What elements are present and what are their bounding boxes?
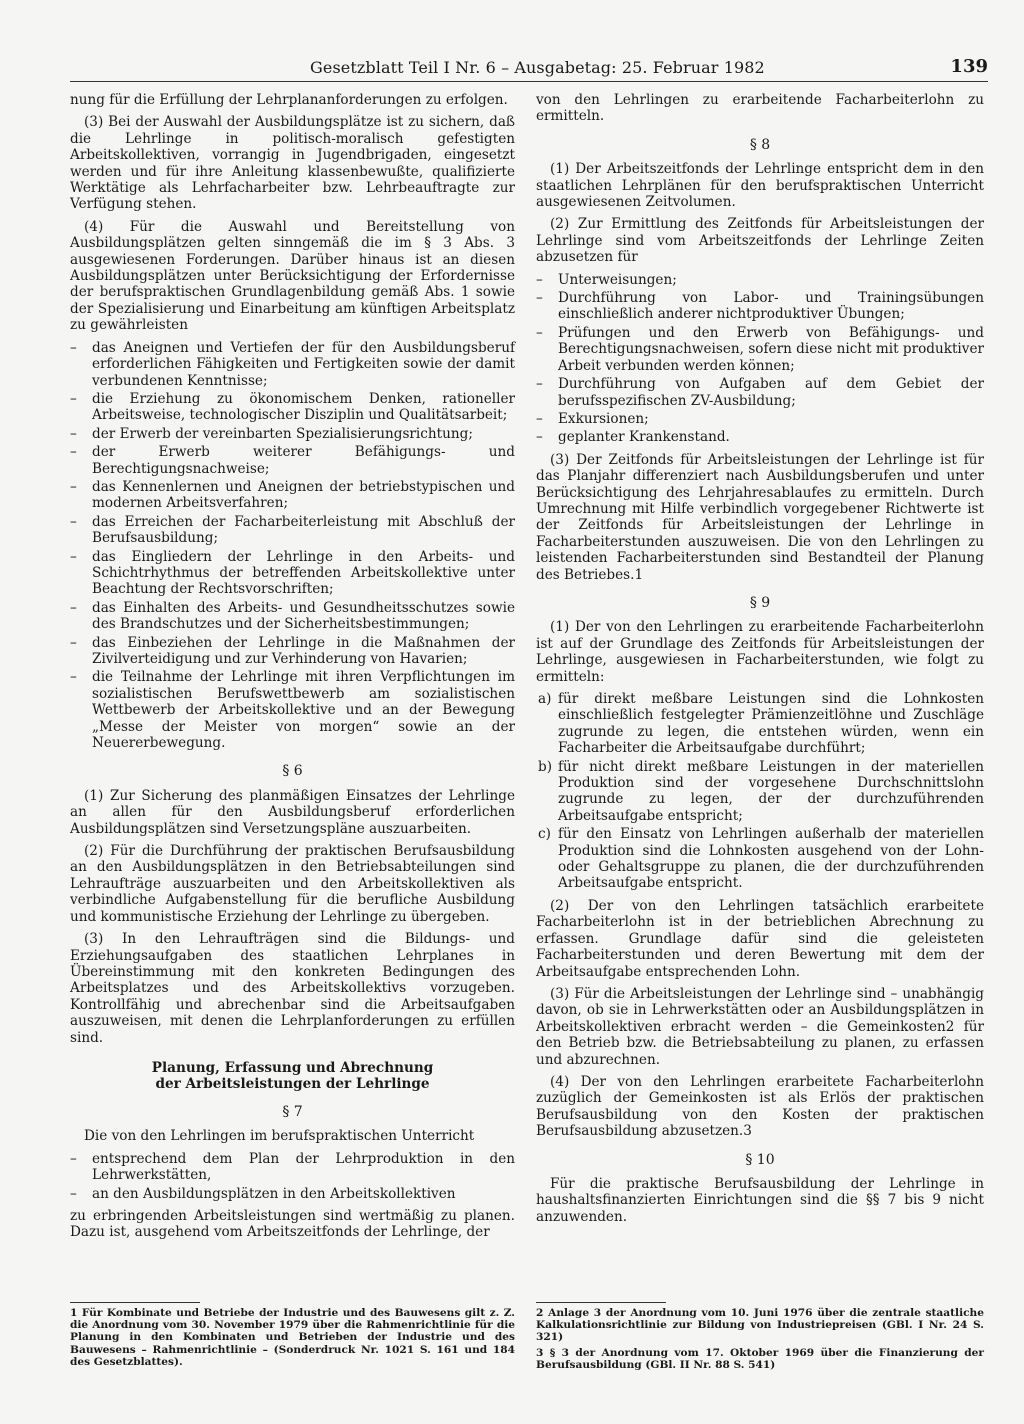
list-item: – das Erreichen der Facharbeiterleistung mit Abschluß der Berufsausbildung; [70,514,515,547]
calculation-list [536,691,984,892]
list-item: – die Erziehung zu ökonomischem Denken, rationeller Arbeitsweise, technologischer Disziplin und Qualitätsarbeit; [70,391,515,424]
list-item: – geplanter Krankenstand. [536,429,984,445]
section-10-heading: § 10 [745,1151,775,1168]
chapter-heading-line-1: Planung, Erfassung und Abrechnung [151,1059,434,1076]
section-6-heading: § 6 [282,763,303,780]
list-item: – das Aneignen und Vertiefen der für den Ausbildungsberuf erforderlichen Fähigkeiten und Fertigkeiten sowie der damit verbundenen Kenntnisse; [70,340,515,389]
paragraph: (2) Für die Durchführung der praktischen Berufsausbildung an den Ausbildungsplätzen in den Betriebsabteilungen sind Lehraufträge auszuarbeiten und den Arbeitskollektiven als verbindliche Aufgabenstellung für die berufliche Ausbildung und kommunistische Erziehung der Lehrlinge zu übergeben. [70,843,515,925]
footnote-3: 3 § 3 der Anordnung vom 17. Oktober 1969 über die Finanzierung der Berufsausbildung (GBl. II Nr. 88 S. 541) [536,1346,984,1371]
chapter-heading-line-2: der Arbeitsleistungen der Lehrlinge [155,1075,430,1092]
paragraph: (3) Für die Arbeitsleistungen der Lehrlinge sind – unabhängig davon, ob sie in Lehrwerkstätten oder an Ausbildungsplätzen in Arbeitskollektiven erbracht werden – die Gemeinkosten2 für den Betrieb bzw. die Betriebsabteilung zu planen, zu erfassen und abzurechnen. [536,985,984,1068]
requirement-list [70,340,515,752]
list-label: a) [538,691,552,707]
deduction-list [536,272,984,446]
paragraph: (4) Für die Auswahl und Bereitstellung von Ausbildungsplätzen gelten sinngemäß die im § 3 Abs. 3 ausgewiesenen Forderungen. Darüber hinaus ist an diesen Ausbildungsplätzen unter Berücksichtigung der Erfordernisse der berufspraktischen Grundlagenbildung gemäß Abs. 1 sowie der Spezialisierung und Einarbeitung am künftigen Arbeitsplatz zu gewährleisten [70,218,515,334]
section-9-heading: § 9 [749,594,771,611]
footnote-2: 2 Anlage 3 der Anordnung vom 10. Juni 1976 über die zentrale staatliche Kalkulationsrichtlinie zur Bildung von Industriepreisen (GBl. I Nr. 24 S. 321) [536,1307,984,1344]
paragraph: (3) Bei der Auswahl der Ausbildungsplätze ist zu sichern, daß die Lehrlinge in politisch-moralisch gefestigten Arbeitskollektiven, vorrangig in Jugendbrigaden, eingesetzt werden und für ihre Anleitung klassenbewußte, qualifizierte Werktätige als Lehrfacharbeiter bzw. Lehrbeauftragte zur Verfügung stehen. [70,114,515,213]
list-item [536,826,984,892]
section-7-heading: § 7 [282,1103,303,1120]
list-item [536,691,984,757]
paragraph: (1) Der von den Lehrlingen zu erarbeitende Facharbeiterlohn ist auf der Grundlage des Zeitfonds für Arbeitsleistungen der Lehrlinge, ausgewiesen in Facharbeiterstunden, wie folgt zu ermitteln: [536,619,984,685]
list-item: – Unterweisungen; [536,272,984,288]
section-8-heading: § 8 [749,136,771,153]
footnote-1: 1 Für Kombinate und Betriebe der Industrie und des Bauwesens gilt z. Z. die Anordnung vom 30. November 1979 über die Rahmenrichtlinie für die Planung in den Kombinaten und Betrieben der Industrie und des Bauwesens – Rahmenrichtlinie – (Sonderdruck Nr. 1021 S. 161 und 184 des Gesetzblattes). [70,1307,515,1368]
paragraph: von den Lehrlingen zu erarbeitende Facharbeiterlohn zu ermitteln. [536,92,984,125]
footnotes-left [70,1294,515,1371]
paragraph: (2) Der von den Lehrlingen tatsächlich erarbeitete Facharbeiterlohn ist in der betrieblichen Abrechnung zu erfassen. Grundlage dafür sind die geleisteten Facharbeiterstunden und deren Bewertung mit dem der Arbeitsaufgabe entsprechenden Lohn. [536,897,984,980]
paragraph: (4) Der von den Lehrlingen erarbeitete Facharbeiterlohn zuzüglich der Gemeinkosten ist als Erlös der praktischen Berufsausbildung von den Kosten der praktischen Berufsausbildung abzusetzen.3 [536,1073,984,1140]
list-item: – Prüfungen und den Erwerb von Befähigungs- und Berechtigungsnachweisen, sofern diese nicht mit produktiver Arbeit verbunden werden können; [536,325,984,374]
list-item: – das Einbeziehen der Lehrlinge in die Maßnahmen der Zivilverteidigung und zur Verhinderung von Havarien; [70,635,515,668]
list-item: – entsprechend dem Plan der Lehrproduktion in den Lehrwerkstätten, [70,1151,515,1184]
list-label: c) [538,826,551,843]
list-text: für den Einsatz von Lehrlingen außerhalb der materiellen Produktion sind die Lohnkosten ausgehend von der Lohn- oder Gehaltsgruppe zu planen, die der durchzuführenden Arbeitsaufgabe entspricht. [558,826,984,892]
header-rule [70,81,988,82]
list-item: – das Kennenlernen und Aneignen der betriebstypischen und modernen Arbeitsverfahren; [70,479,515,512]
list-item: – der Erwerb der vereinbarten Spezialisierungsrichtung; [70,426,515,442]
list-item: – Durchführung von Labor- und Trainingsübungen einschließlich anderer nichtproduktiver Übungen; [536,290,984,323]
list-item: – Durchführung von Aufgaben auf dem Gebiet der berufsspezifischen ZV-Ausbildung; [536,376,984,409]
page-header [70,54,988,80]
right-column [536,92,984,1231]
footnote-rule [536,1302,666,1303]
list-item: – an den Ausbildungsplätzen in den Arbeitskollektiven [70,1186,515,1202]
paragraph: (1) Zur Sicherung des planmäßigen Einsatzes der Lehrlinge an allen für den Ausbildungsberuf erforderlichen Ausbildungsplätzen sind Versetzungspläne auszuarbeiten. [70,787,515,837]
list-text: für direkt meßbare Leistungen sind die Lohnkosten einschließlich festgelegter Prämienzeitlöhne und Zuschläge zugrunde zu legen, die entstehen würden, wenn ein Facharbeiter die Arbeitsaufgabe durchführt; [558,691,984,757]
paragraph: (3) In den Lehraufträgen sind die Bildungs- und Erziehungsaufgaben des staatlichen Lehrplanes in Übereinstimmung mit den konkreten Bedingungen des Arbeitsplatzes und des Arbeitskollektivs vorzugeben. Kontrollfähig und abrechenbar sind die Arbeitsaufgaben auszuweisen, mit denen die Lehrplanforderungen zu erfüllen sind. [70,931,515,1046]
page-number: 139 [950,56,988,77]
paragraph: nung für die Erfüllung der Lehrplananforderungen zu erfolgen. [70,92,508,108]
header-title: Gesetzblatt Teil I Nr. 6 – Ausgabetag: 25. Februar 1982 [310,58,765,77]
footnotes-right [536,1294,984,1374]
workplace-list [70,1151,515,1202]
list-item: – der Erwerb weiterer Befähigungs- und Berechtigungsnachweise; [70,444,515,477]
paragraph: (3) Der Zeitfonds für Arbeitsleistungen der Lehrlinge ist für das Planjahr differenziert nach Ausbildungsberufen und unter Berücksichtigung des Lehrjahresablaufes zu ermitteln. Durch Umrechnung mit Hilfe verbindlich vorgegebener Richtwerte ist der Zeitfonds für Arbeitsleistungen der Lehrlinge in Facharbeiterstunden auszuweisen. Die von den Lehrlingen zu leistenden Facharbeiterstunden sind Bestandteil der Planung des Betriebes.1 [536,451,984,583]
paragraph: (2) Zur Ermittlung des Zeitfonds für Arbeitsleistungen der Lehrlinge sind vom Arbeitszeitfonds der Lehrlinge Zeiten abzusetzen für [536,216,984,266]
list-item: – die Teilnahme der Lehrlinge mit ihren Verpflichtungen im sozialistischen Berufswettbewerb am sozialistischen Wettbewerb der Arbeitskollektive und an der Bewegung „Messe der Meister von morgen“ sowie an der Neuererbewegung. [70,669,515,751]
list-item [536,759,984,825]
list-item: – das Eingliedern der Lehrlinge in den Arbeits- und Schichtrhythmus der betreffenden Arbeitskollektive unter Beachtung der Rechtsvorschriften; [70,549,515,598]
list-item: – Exkursionen; [536,411,984,427]
chapter-heading [70,1060,515,1092]
paragraph: Für die praktische Berufsausbildung der Lehrlinge in haushaltsfinanzierten Einrichtungen sind die §§ 7 bis 9 nicht anzuwenden. [536,1175,984,1225]
list-text: für nicht direkt meßbare Leistungen in der materiellen Produktion sind der vorgesehene Durchschnittslohn zugrunde zu legen, der der durchzuführenden Arbeitsaufgabe entspricht; [558,758,984,824]
footnote-rule [70,1302,200,1303]
list-item: – das Einhalten des Arbeits- und Gesundheitsschutzes sowie des Brandschutzes und der Sicherheitsbestimmungen; [70,600,515,633]
paragraph: (1) Der Arbeitszeitfonds der Lehrlinge entspricht dem in den staatlichen Lehrplänen für den berufspraktischen Unterricht ausgewiesenen Zeitvolumen. [536,161,984,211]
list-label: b) [538,758,553,775]
paragraph: Die von den Lehrlingen im berufspraktischen Unterricht [84,1128,475,1145]
paragraph: zu erbringenden Arbeitsleistungen sind wertmäßig zu planen. Dazu ist, ausgehend vom Arbeitszeitfonds der Lehrlinge, der [70,1207,515,1241]
left-column [70,92,515,1247]
